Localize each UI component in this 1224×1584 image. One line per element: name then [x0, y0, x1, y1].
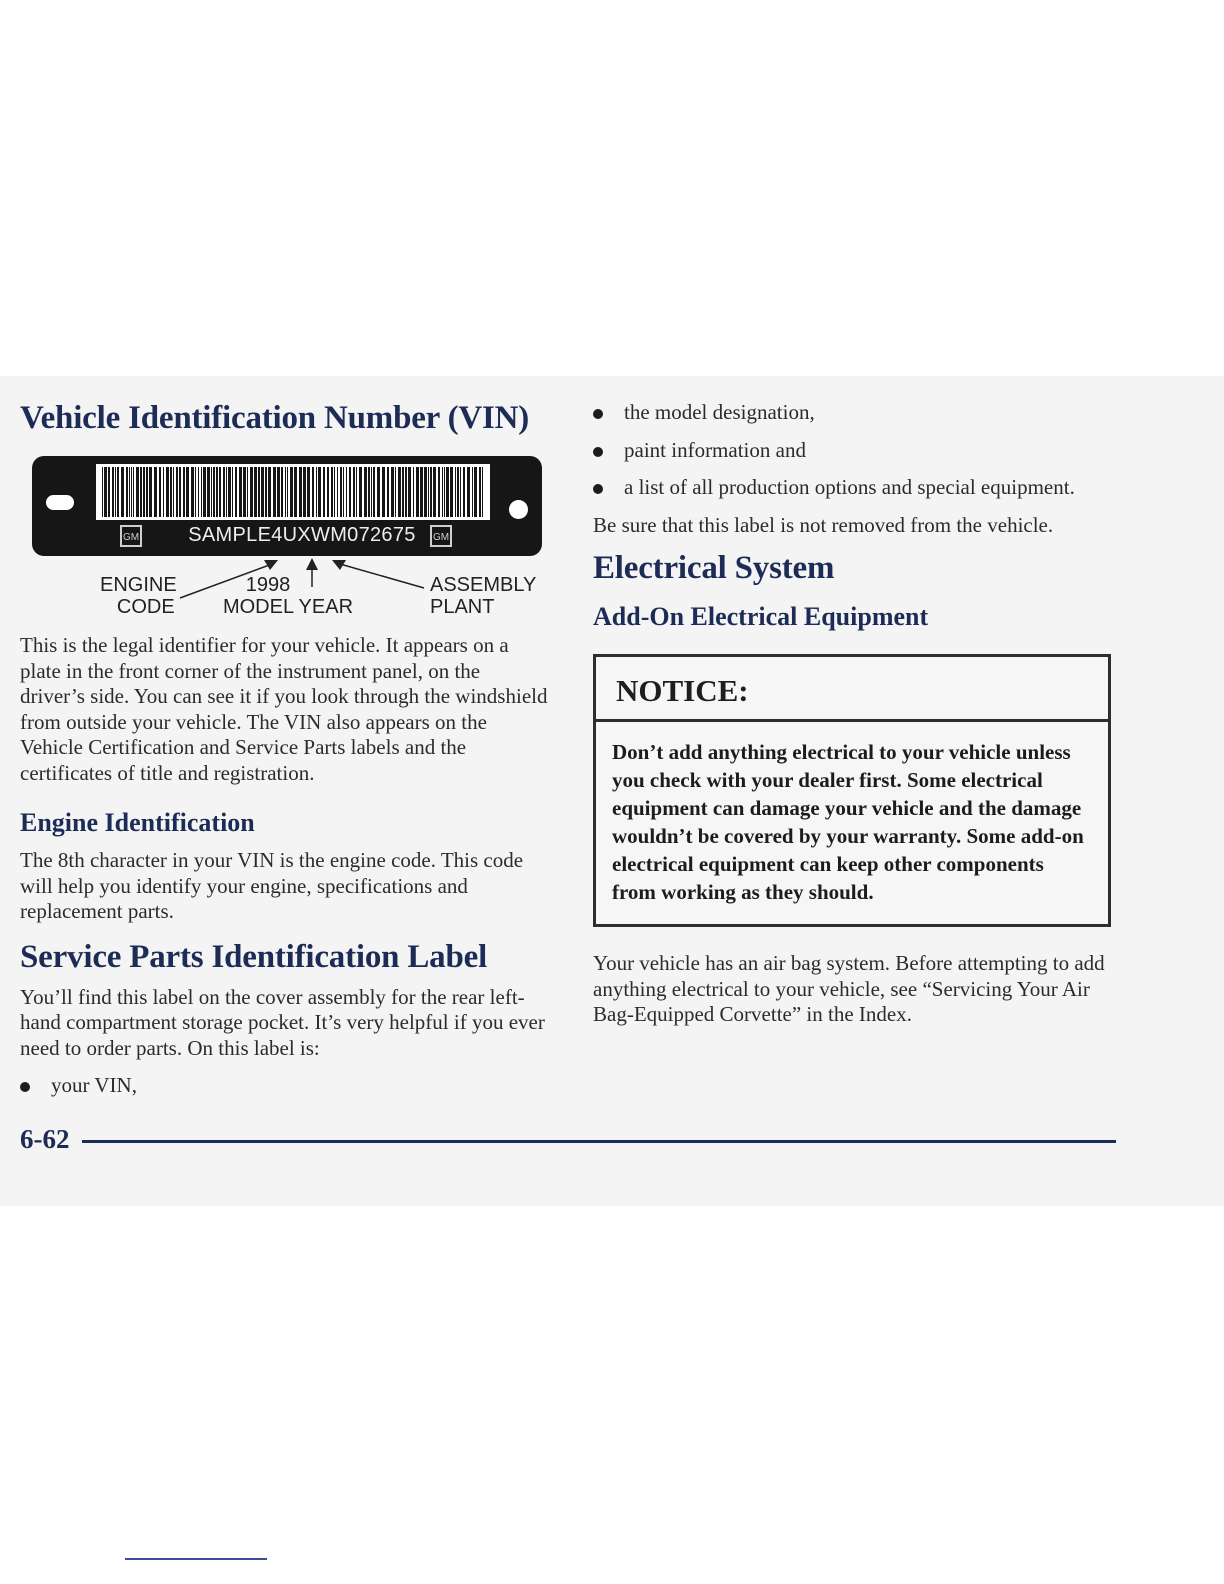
- footer-rule: [82, 1140, 1116, 1143]
- bullet-icon: [593, 447, 603, 457]
- list-item: your VIN,: [20, 1073, 550, 1099]
- service-bullet-list-right: [593, 400, 1118, 501]
- notice-body: Don’t add anything electrical to your vehicle unless you check with your dealer first. Some electrical equipment can damage your vehicle and the damage wouldn’t be covered by your warranty. Some add-on electrical equipment can keep other components from working as they should.: [612, 740, 1084, 905]
- label-note: Be sure that this label is not removed from the vehicle.: [593, 512, 1054, 537]
- notice-heading: NOTICE:: [596, 657, 1108, 722]
- electrical-system-heading: Electrical System: [593, 550, 835, 586]
- bullet-icon: [20, 1082, 30, 1092]
- gm-logo-right: GM: [430, 525, 452, 547]
- engine-code-callout: [100, 574, 177, 618]
- arrow-year: [306, 558, 318, 570]
- gm-logo-left: GM: [120, 525, 142, 547]
- vin-heading: Vehicle Identification Number (VIN): [20, 400, 530, 436]
- code-label: CODE: [116, 596, 175, 619]
- model-year-callout: [220, 574, 356, 618]
- notice-box: [593, 654, 1111, 927]
- bullet-icon: [593, 409, 603, 419]
- vin-paragraph: This is the legal identifier for your vehicle. It appears on a plate in the front corner of the instrument panel, on the driver’s side. You can see it if you look through the windshield from outside your vehicle. The VIN also appears on the Vehicle Certification and Service Parts labels and the certificates of title and registration.: [20, 633, 548, 785]
- assembly-label: ASSEMBLY: [430, 574, 537, 597]
- airbag-paragraph: Your vehicle has an air bag system. Before attempting to add anything electrical to your vehicle, see “Servicing Your Air Bag-Equipped Corvette” in the Index.: [593, 951, 1105, 1027]
- plant-label: PLANT: [430, 596, 495, 619]
- service-parts-heading: Service Parts Identification Label: [20, 938, 488, 975]
- bullet-icon: [593, 484, 603, 494]
- year-label: 1998: [245, 574, 291, 597]
- vin-sample-number: SAMPLE4UXWM072675: [188, 524, 416, 547]
- service-bullet-list-left: [20, 1073, 550, 1099]
- arrow-engine: [264, 560, 278, 570]
- engine-label: ENGINE: [100, 574, 177, 597]
- list-item: paint information and: [593, 438, 1118, 464]
- engine-paragraph: The 8th character in your VIN is the engine code. This code will help you identify your engine, specifications and replacement parts.: [20, 848, 524, 924]
- service-paragraph: You’ll find this label on the cover assembly for the rear left-hand compartment storage pocket. It’s very helpful if you ever need to order parts. On this label is:: [20, 984, 545, 1060]
- list-item: a list of all production options and special equipment.: [593, 475, 1118, 501]
- engine-identification-heading: Engine Identification: [20, 808, 255, 838]
- right-column: [593, 400, 1118, 1028]
- list-item: the model designation,: [593, 400, 1118, 426]
- page-number: 6-62: [20, 1124, 70, 1154]
- left-column: [20, 400, 550, 1111]
- vin-plate-figure: [20, 456, 550, 626]
- assembly-plant-callout: [430, 574, 536, 618]
- model-year-label: MODEL YEAR: [222, 596, 354, 619]
- bottom-rule: [125, 1558, 267, 1560]
- addon-equipment-heading: Add-On Electrical Equipment: [593, 602, 929, 632]
